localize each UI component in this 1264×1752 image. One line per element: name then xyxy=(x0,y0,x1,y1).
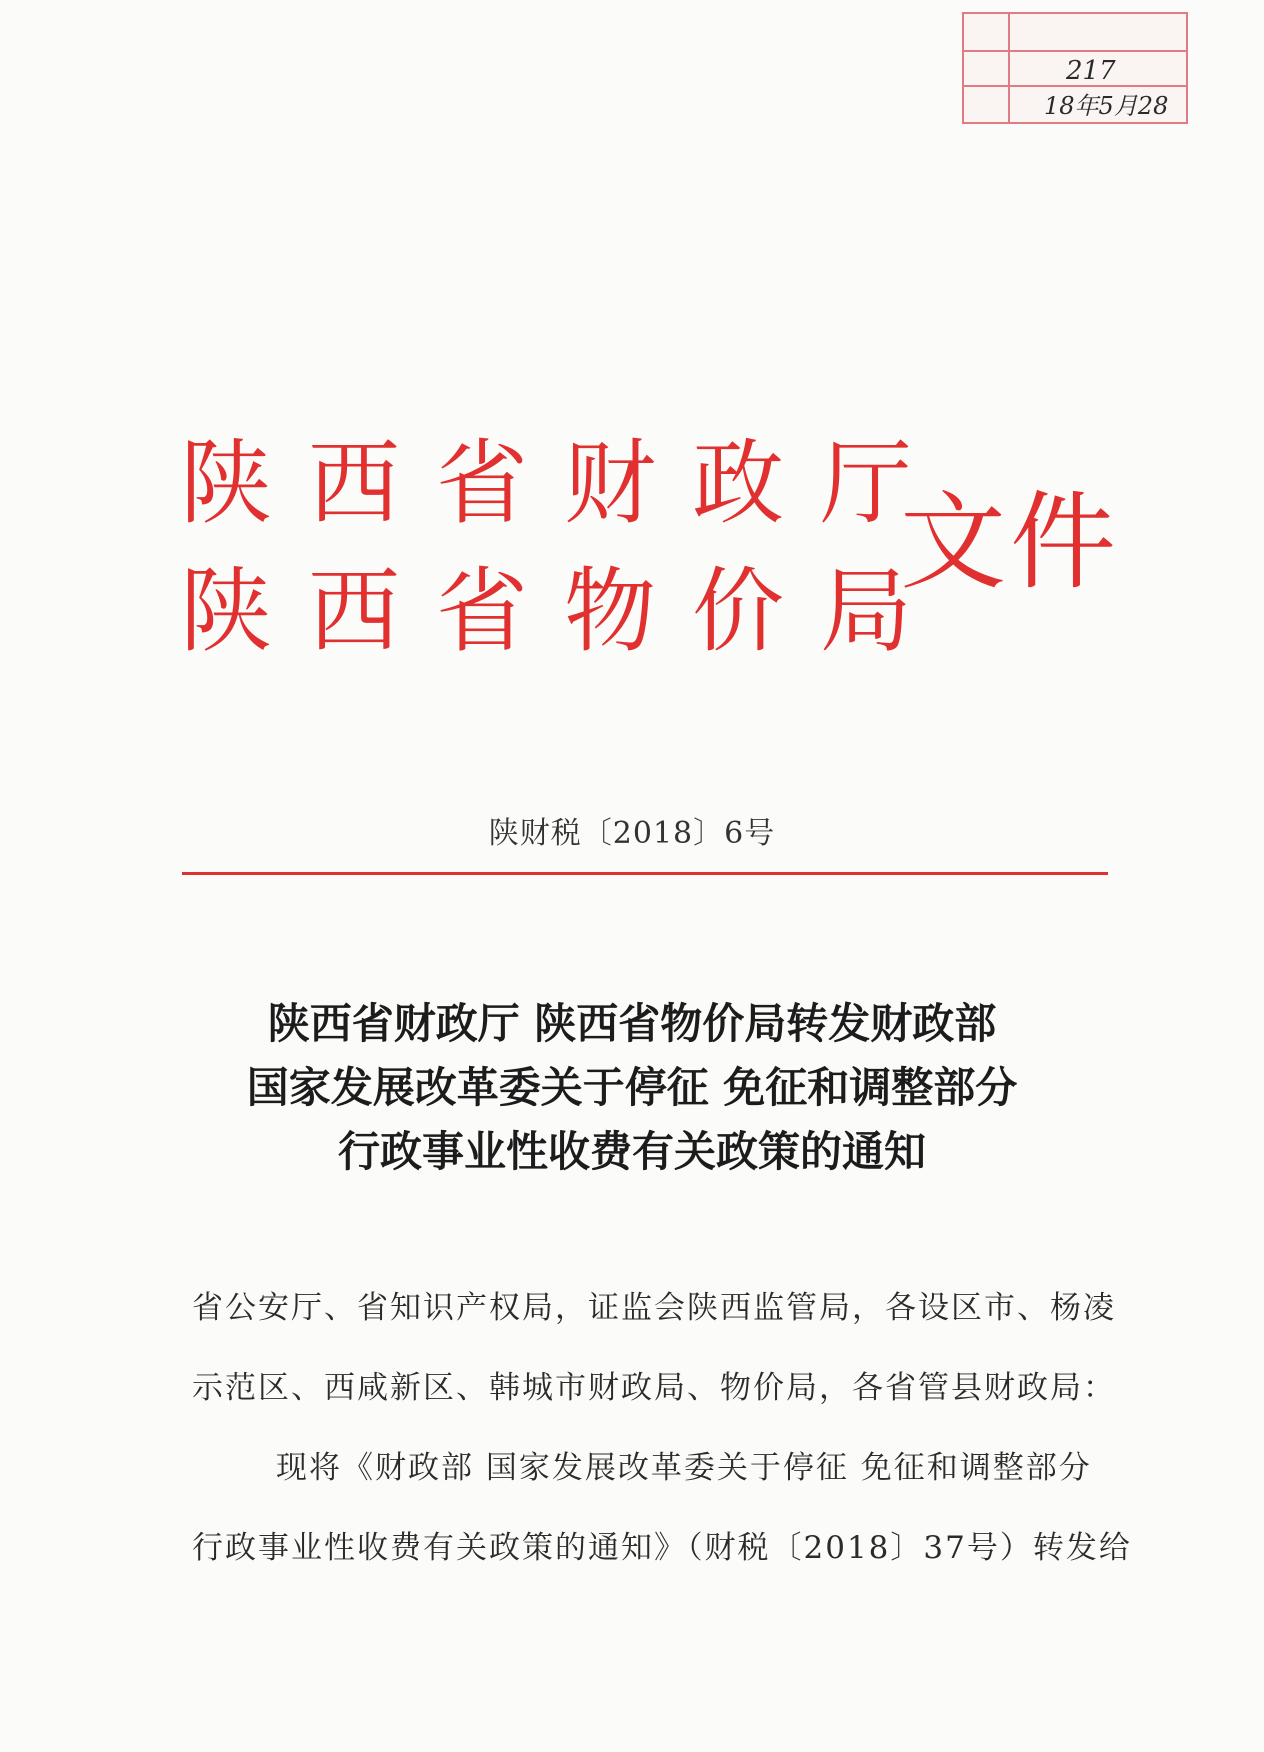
body-paragraph-line-2: 行政事业性收费有关政策的通知》（财税〔2018〕37号）转发给 xyxy=(192,1530,1132,1566)
stamp-label-cell xyxy=(964,85,1010,122)
title-line-3: 行政事业性收费有关政策的通知 xyxy=(337,1127,926,1176)
red-divider-line xyxy=(182,872,1108,875)
stamp-row xyxy=(964,14,1186,52)
title-line-2: 国家发展改革委关于停征 免征和调整部分 xyxy=(246,1063,1018,1112)
agency-name-line-1: 陕西省财政厅 xyxy=(180,430,949,537)
stamp-handwritten-date: 18年5月28 xyxy=(1044,92,1169,120)
receipt-stamp xyxy=(962,12,1188,124)
recipients-line-1: 省公安厅、省知识产权局，证监会陕西监管局，各设区市、杨凌 xyxy=(192,1290,1116,1326)
body-paragraph-line-1: 现将《财政部 国家发展改革委关于停征 免征和调整部分 xyxy=(276,1450,1092,1486)
document-title xyxy=(0,992,1264,1184)
document-body xyxy=(192,1268,1132,1588)
document-number: 陕财税〔2018〕6号 xyxy=(488,816,776,851)
stamp-label-cell xyxy=(964,14,1010,50)
agency-name-line-2: 陕西省物价局 xyxy=(180,558,949,665)
stamp-handwritten-number: 217 xyxy=(1066,56,1116,86)
document-suffix: 文件 xyxy=(900,481,1120,604)
recipients-line-2: 示范区、西咸新区、韩城市财政局、物价局，各省管县财政局： xyxy=(192,1370,1116,1406)
stamp-label-cell xyxy=(964,50,1010,86)
title-line-1: 陕西省财政厅 陕西省物价局转发财政部 xyxy=(267,999,997,1048)
